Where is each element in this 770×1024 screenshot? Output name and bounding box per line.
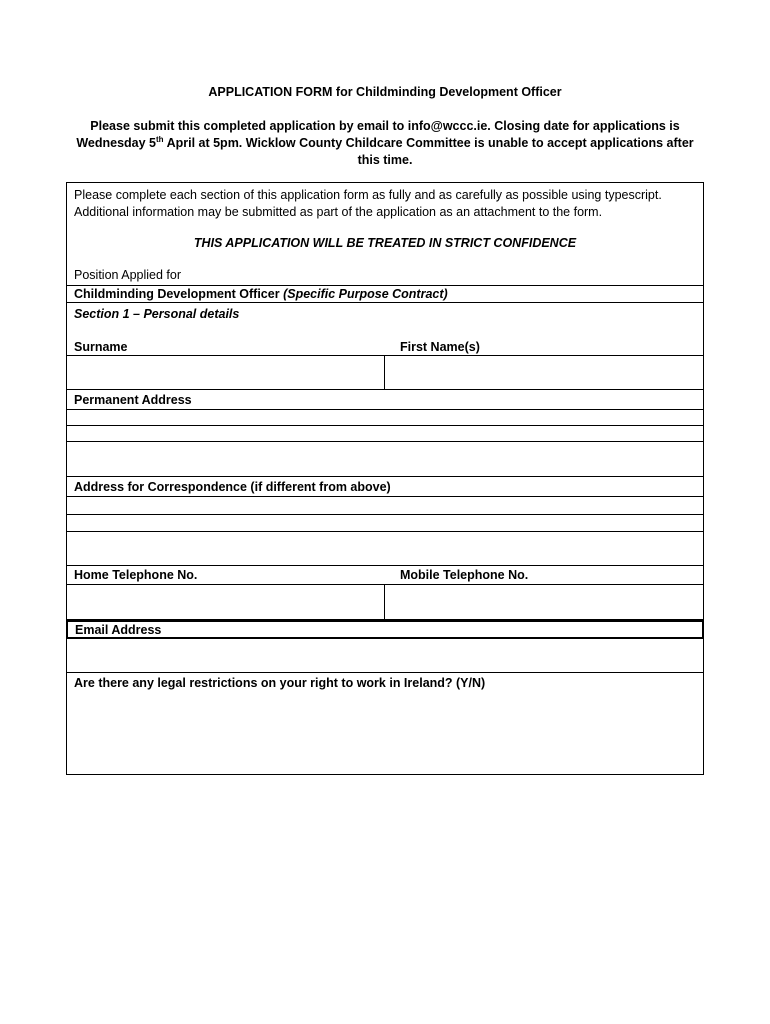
position-cell [66,286,704,303]
intro-superscript: th [156,135,164,144]
first-name-field[interactable] [385,356,703,389]
correspondence-address-label: Address for Correspondence (if different from above) [74,480,391,494]
email-label-cell [66,620,704,639]
permanent-address-label-cell [66,390,704,410]
correspondence-address-line-3[interactable] [66,532,704,566]
surname-label: Surname [74,340,128,354]
email-field[interactable] [66,639,704,673]
permanent-address-line-3[interactable] [66,442,704,477]
position-qualifier: (Specific Purpose Contract) [283,287,448,301]
correspondence-address-label-cell [66,477,704,497]
mobile-telephone-label: Mobile Telephone No. [400,568,529,582]
section1-header-cell [66,303,704,356]
instructions-line-2: Additional information may be submitted as part of the application as an attachment to the form. [74,205,603,219]
legal-restrictions-label: Are there any legal restrictions on your right to work in Ireland? (Y/N) [74,676,486,690]
section1-heading: Section 1 – Personal details [74,307,240,321]
permanent-address-label: Permanent Address [74,393,192,407]
confidential-notice: THIS APPLICATION WILL BE TREATED IN STRICT CONFIDENCE [193,236,577,250]
correspondence-address-line-1[interactable] [66,497,704,515]
submission-instructions [70,118,700,169]
email-label: Email Address [75,623,162,637]
telephone-input-row [66,585,704,620]
telephone-label-cell [66,566,704,585]
permanent-address-line-2[interactable] [66,426,704,442]
legal-restrictions-cell[interactable] [66,673,704,775]
application-form-table [66,182,704,775]
form-title: APPLICATION FORM for Childminding Development Officer [208,85,562,99]
correspondence-address-line-2[interactable] [66,515,704,532]
position-applied-label: Position Applied for [74,268,182,282]
permanent-address-line-1[interactable] [66,410,704,426]
first-name-label: First Name(s) [400,340,480,354]
mobile-telephone-field[interactable] [385,585,703,619]
home-telephone-field[interactable] [67,585,385,619]
intro-text-2: April at 5pm. Wicklow County Childcare Committee is unable to accept applications after this time. [163,136,694,167]
instructions-line-1: Please complete each section of this application form as fully and as carefully as possible using typescript. [74,188,662,202]
home-telephone-label: Home Telephone No. [74,568,198,582]
intro-text-1: Please submit this completed application by email to info@wccc.ie. Closing date for applications is Wednesday 5 [76,119,680,150]
surname-field[interactable] [67,356,385,389]
position-value: Childminding Development Officer [74,287,280,301]
instructions-cell [66,182,704,286]
name-input-row [66,356,704,390]
